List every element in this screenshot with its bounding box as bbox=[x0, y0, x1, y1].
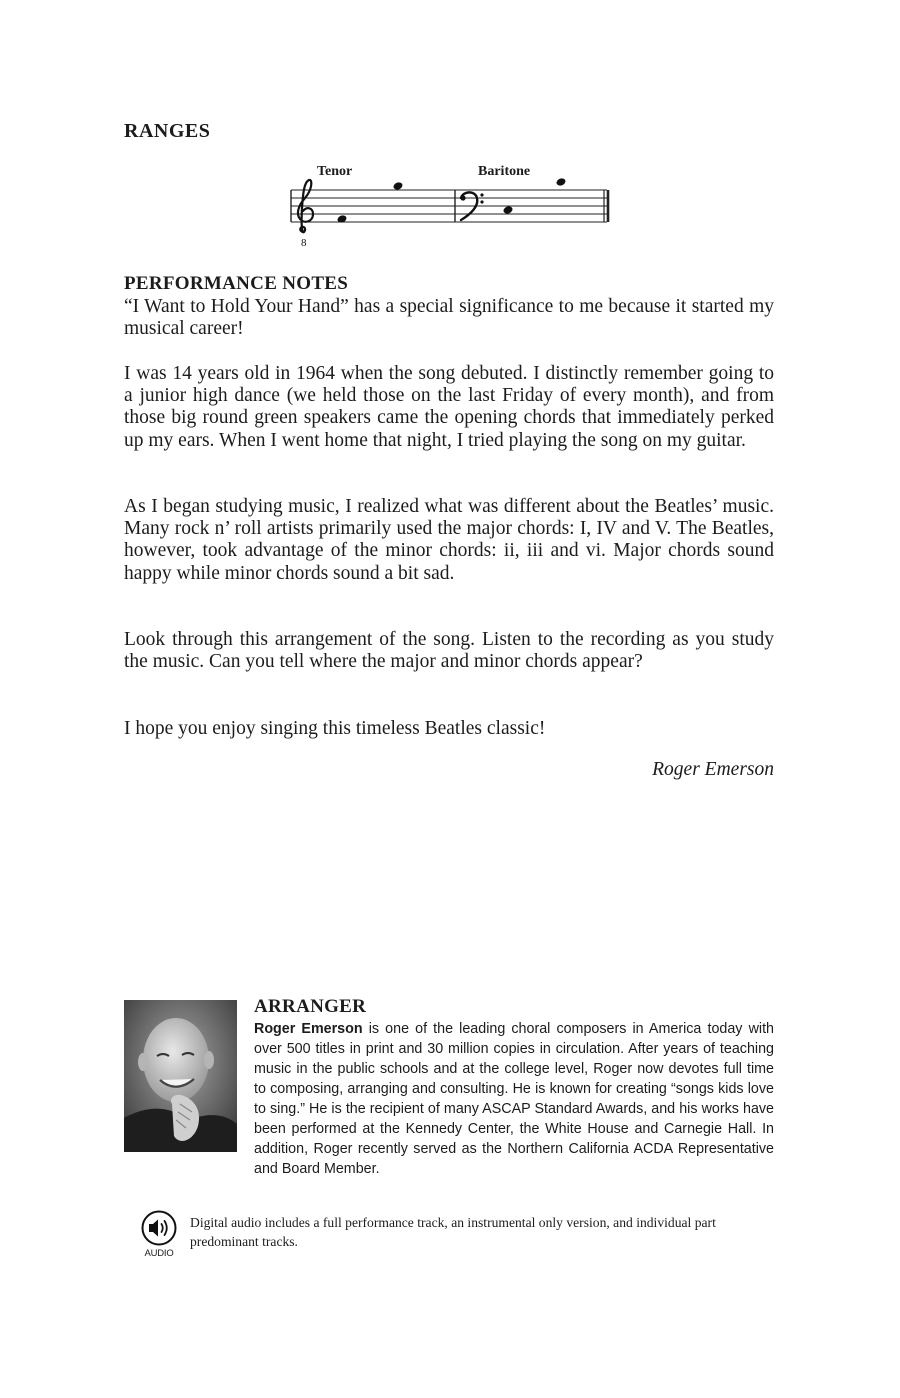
speaker-icon bbox=[140, 1210, 178, 1246]
ranges-heading: RANGES bbox=[124, 120, 211, 142]
author-signature: Roger Emerson bbox=[652, 759, 774, 780]
arranger-name: Roger Emerson bbox=[254, 1021, 363, 1037]
baritone-high-note bbox=[556, 177, 567, 187]
audio-note: Digital audio includes a full performance track, an instrumental only version, and individual part predominant tracks. bbox=[190, 1215, 716, 1249]
arranger-portrait-graphic bbox=[124, 1000, 237, 1152]
arranger-photo bbox=[124, 1000, 237, 1152]
tenor-clef-octave-number: 8 bbox=[301, 237, 307, 249]
audio-label: AUDIO bbox=[144, 1248, 174, 1259]
performance-notes-paragraph-1: “I Want to Hold Your Hand” has a special significance to me because it started my musical career! bbox=[124, 296, 774, 340]
vocal-range-staff bbox=[285, 158, 615, 250]
arranger-bio bbox=[254, 1019, 774, 1179]
audio-badge bbox=[140, 1210, 178, 1266]
tenor-label: Tenor bbox=[317, 164, 353, 179]
baritone-low-note bbox=[503, 205, 514, 215]
tenor-high-note bbox=[393, 181, 404, 191]
performance-notes-heading: PERFORMANCE NOTES bbox=[124, 273, 349, 294]
performance-notes-paragraph-3: As I began studying music, I realized what was different about the Beatles’ music. Many rock n’ roll artists primarily used the major chords: I, IV and V. The Beatles, however, took advantage of the minor chords: ii, iii and vi. Major chords sound happy while minor chords sound a bit sad. bbox=[124, 496, 774, 584]
performance-notes-paragraph-4: Look through this arrangement of the song. Listen to the recording as you study the music. Can you tell where the major and minor chords appear? bbox=[124, 629, 774, 673]
vocal-range-staff-graphic bbox=[285, 158, 615, 250]
performance-notes-paragraph-5: I hope you enjoy singing this timeless Beatles classic! bbox=[124, 718, 546, 739]
performance-notes-paragraph-2: I was 14 years old in 1964 when the song debuted. I distinctly remember going to a junior high dance (we held those on the last Friday of every month), and from those big round green speakers came the opening chords that immediately perked up my ears. When I went home that night, I tried playing the song on my guitar. bbox=[124, 363, 774, 451]
baritone-label: Baritone bbox=[478, 164, 531, 179]
arranger-heading: ARRANGER bbox=[254, 996, 367, 1017]
arranger-bio-text: is one of the leading choral composers in America today with over 500 titles in print and 30 million copies in circulation. After years of teaching music in the public schools and at the college level, Roger now devotes full time to composing, arranging and consulting. He is known for creating “songs kids love to sing.” He is the recipient of many ASCAP Standard Awards, and his works have been performed at the Kennedy Center, the White House and Carnegie Hall. In addition, Roger recently served as the Northern California ACDA Representative and Board Member. bbox=[254, 1021, 774, 1177]
